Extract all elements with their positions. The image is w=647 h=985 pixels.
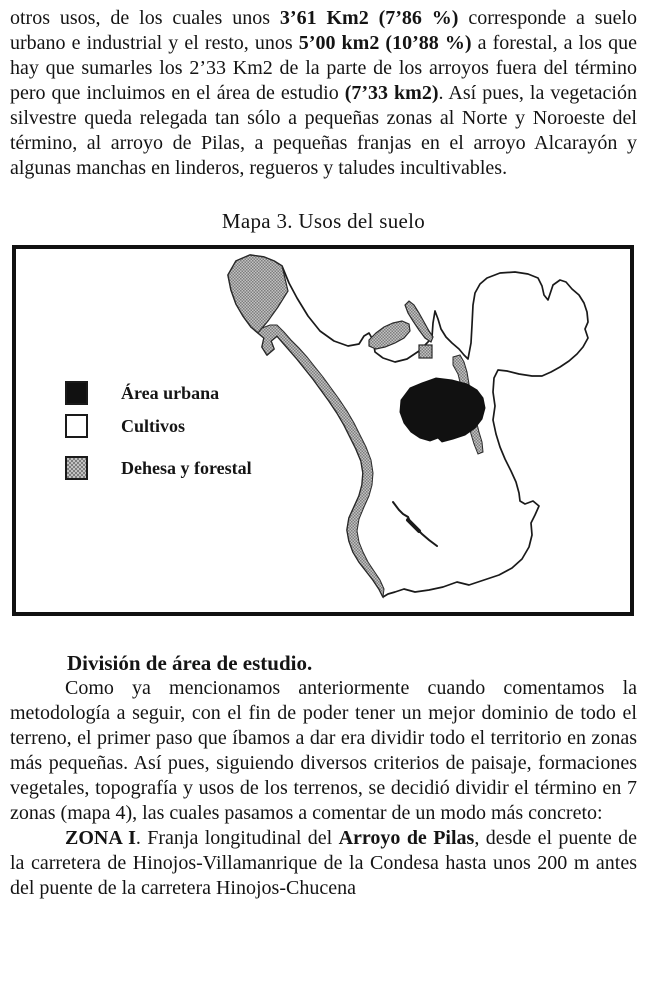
paragraph-division: Como ya mencionamos anteriormente cuando comentamos la metodología a seguir, con el fin de poder tener un mejor dominio de todo el terreno, el primer paso que íbamos a dar era dividir todo el territorio en zonas más pequeñas. Así pues, siguiendo diversos criterios de paisaje, formaciones vegetales, topografía y usos de los terrenos, se decidió dividir el término en 7 zonas (mapa 4), las cuales pasamos a comentar de un modo más concreto: [10,677,637,824]
section-heading: División de área de estudio. [67,651,313,675]
legend-swatch-dehesa [65,456,88,480]
legend-item-urban [65,381,219,405]
legend-item-dehesa [65,456,252,480]
legend-label-urban: Área urbana [121,382,220,403]
legend-swatch-urban [65,381,88,405]
paragraph-zona-1: ZONA I. Franja longitudinal del Arroyo de Pilas, desde el puente de la carretera de Hinojos-Villamanrique de la Condesa hasta unos 200 m antes del puente de la carretera Hinojos-Chucena [10,827,638,899]
map-figure [12,245,634,616]
legend-item-cultivos [65,414,185,438]
paragraph-land-use: otros usos, de los cuales unos 3’61 Km2 (7’86 %) corresponde a suelo urbano e industrial y el resto, unos 5’00 km2 (10’88 %) a forestal, a los que hay que sumarles los 2’33 Km2 de la parte de los arroyos fuera del término pero que incluimos en el área de estudio (7’33 km2). Así pues, la vegetación silvestre queda relegada tan sólo a pequeñas zonas al Norte y Noroeste del término, al arroyo de Pilas, a pequeñas franjas en el arroyo Alcarayón y algunas manchas en linderos, regueros y taludes incultivables. [10,7,638,179]
legend-label-cultivos: Cultivos [121,415,186,436]
map-legend [16,249,630,612]
legend-swatch-cultivos [65,414,88,438]
map-caption: Mapa 3. Usos del suelo [221,209,426,233]
legend-label-dehesa: Dehesa y forestal [121,457,252,478]
